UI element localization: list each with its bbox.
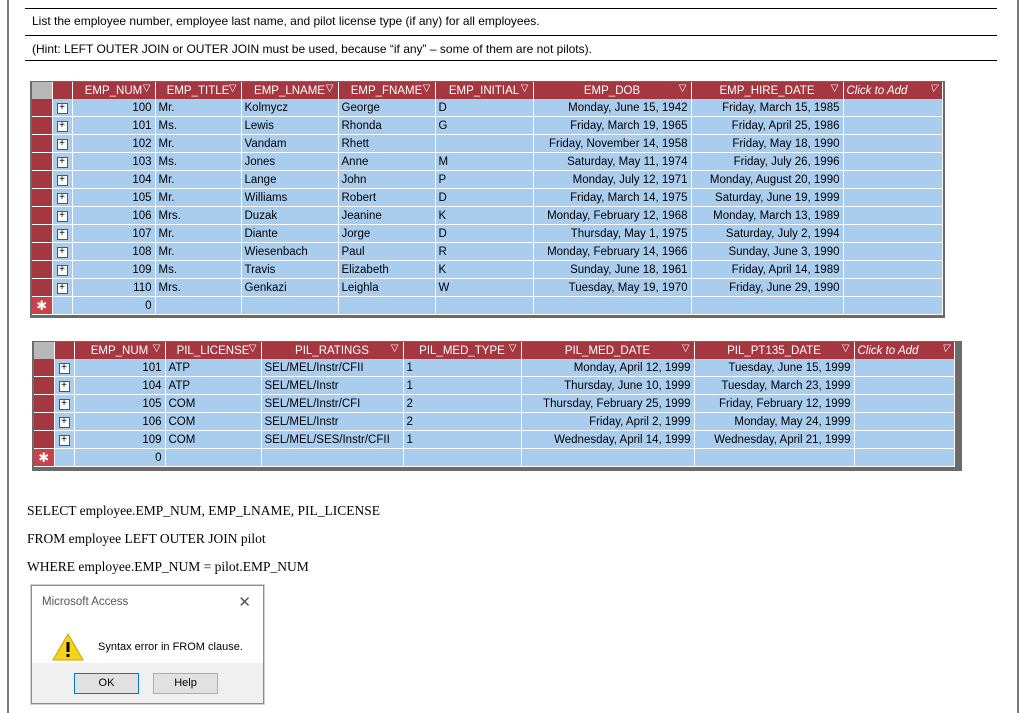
cell-empty[interactable] [165,449,261,467]
cell-emp-title[interactable]: Ms. [155,261,241,279]
table-row[interactable] [32,117,942,135]
table-row[interactable] [32,99,942,117]
cell-emp-hire-date[interactable]: Friday, March 15, 1985 [691,99,843,117]
cell-emp-lname[interactable]: Genkazi [241,279,338,297]
sql-line-where: WHERE employee.EMP_NUM = pilot.EMP_NUM [27,559,309,574]
cell-emp-lname[interactable]: Wiesenbach [241,243,338,261]
cell-click-to-add[interactable] [843,99,942,117]
dropdown-arrow-icon[interactable]: ▽ [841,343,850,354]
cell-pil-ratings[interactable]: SEL/MEL/Instr [261,377,403,395]
expand-row-icon[interactable] [52,153,72,171]
employee-datasheet [32,82,943,315]
cell-emp-title[interactable]: Mr. [155,171,241,189]
select-all-corner[interactable] [32,82,52,99]
col-header-pil-ratings[interactable]: PIL_RATINGS ▽ [261,342,403,359]
dropdown-arrow-icon[interactable]: ▽ [520,83,529,94]
cell-emp-dob[interactable]: Tuesday, May 19, 1970 [533,279,691,297]
cell-emp-fname[interactable]: Jorge [338,225,435,243]
ok-button[interactable]: OK [74,673,139,694]
cell-pil-pt135-date[interactable]: Tuesday, March 23, 1999 [694,377,854,395]
cell-emp-dob[interactable]: Monday, July 12, 1971 [533,171,691,189]
expand-row-icon[interactable] [54,413,74,431]
help-button[interactable]: Help [153,673,218,694]
cell-emp-fname[interactable]: Leighla [338,279,435,297]
plus-icon[interactable]: + [57,211,68,222]
col-header-emp-num[interactable]: EMP_NUM ▽ [74,342,165,359]
cell-emp-num[interactable]: 101 [74,359,165,377]
cell-emp-hire-date[interactable]: Friday, April 25, 1986 [691,117,843,135]
cell-empty[interactable] [854,449,954,467]
row-selector[interactable] [34,431,54,449]
plus-icon[interactable]: + [57,265,68,276]
dropdown-arrow-icon[interactable]: ▽ [152,343,161,354]
cell-emp-lname[interactable]: Lange [241,171,338,189]
close-icon[interactable]: ✕ [238,594,251,611]
new-record-asterisk-icon[interactable]: ✱ [32,297,52,315]
row-selector[interactable] [32,225,52,243]
cell-emp-initial[interactable] [435,135,533,153]
cell-emp-num[interactable]: 100 [72,99,155,117]
cell-emp-dob[interactable]: Friday, March 14, 1975 [533,189,691,207]
plus-icon[interactable]: + [59,381,70,392]
cell-emp-dob[interactable]: Saturday, May 11, 1974 [533,153,691,171]
cell-emp-num[interactable]: 109 [72,261,155,279]
plus-icon[interactable]: + [59,435,70,446]
cell-emp-num[interactable]: 105 [72,189,155,207]
cell-emp-initial[interactable]: R [435,243,533,261]
cell-click-to-add[interactable] [843,117,942,135]
rule-bottom [25,60,997,61]
cell-empty[interactable] [521,449,694,467]
cell-emp-dob[interactable]: Thursday, May 1, 1975 [533,225,691,243]
cell-emp-title[interactable]: Mr. [155,225,241,243]
cell-emp-lname[interactable]: Jones [241,153,338,171]
cell-emp-initial[interactable]: D [435,189,533,207]
cell-emp-num[interactable]: 109 [74,431,165,449]
row-selector[interactable] [34,413,54,431]
table-row[interactable] [32,207,942,225]
expand-row-icon[interactable] [54,359,74,377]
cell-empty[interactable] [338,297,435,315]
table-row[interactable] [34,359,954,377]
table-row[interactable] [32,189,942,207]
cell-emp-hire-date[interactable]: Friday, June 29, 1990 [691,279,843,297]
expand-row-icon[interactable] [54,431,74,449]
col-header-emp-hire-date[interactable]: EMP_HIRE_DATE ▽ [691,82,843,99]
dropdown-arrow-icon[interactable]: ▽ [508,343,517,354]
expand-row-icon[interactable] [52,207,72,225]
expand-header [54,342,74,359]
cell-pil-ratings[interactable]: SEL/MEL/Instr/CFI [261,395,403,413]
dropdown-arrow-icon[interactable]: ▽ [678,83,687,94]
row-selector[interactable] [32,243,52,261]
cell-pil-pt135-date[interactable]: Monday, May 24, 1999 [694,413,854,431]
plus-icon[interactable]: + [57,121,68,132]
col-header-click-to-add[interactable]: Click to Add ▽ [843,82,942,99]
dropdown-arrow-icon[interactable]: ▽ [248,343,257,354]
cell-click-to-add[interactable] [854,431,954,449]
expand-row-icon[interactable] [52,243,72,261]
expand-row-icon[interactable] [54,377,74,395]
cell-emp-hire-date[interactable]: Friday, April 14, 1989 [691,261,843,279]
cell-emp-title[interactable]: Mr. [155,99,241,117]
row-selector[interactable] [34,377,54,395]
dropdown-arrow-icon[interactable]: ▽ [929,83,938,94]
cell-empty[interactable] [533,297,691,315]
dropdown-arrow-icon[interactable]: ▽ [325,83,334,94]
cell-pil-med-date[interactable]: Thursday, February 25, 1999 [521,395,694,413]
cell-emp-num[interactable]: 101 [72,117,155,135]
table-row[interactable] [32,225,942,243]
cell-emp-initial[interactable]: K [435,207,533,225]
warning-icon [52,632,84,662]
cell-emp-num[interactable]: 104 [72,171,155,189]
cell-click-to-add[interactable] [843,189,942,207]
cell-emp-lname[interactable]: Lewis [241,117,338,135]
dialog-message: Syntax error in FROM clause. [98,641,243,653]
cell-emp-lname[interactable]: Diante [241,225,338,243]
row-selector[interactable] [32,189,52,207]
cell-click-to-add[interactable] [854,413,954,431]
dropdown-arrow-icon[interactable]: ▽ [422,83,431,94]
cell-click-to-add[interactable] [843,243,942,261]
cell-empty[interactable] [403,449,521,467]
cell-pil-med-type[interactable]: 1 [403,359,521,377]
expand-row-icon[interactable] [52,279,72,297]
expand-row-icon[interactable] [52,189,72,207]
row-selector[interactable] [32,135,52,153]
cell-emp-fname[interactable]: Jeanine [338,207,435,225]
cell-empty[interactable] [691,297,843,315]
cell-emp-num[interactable]: 105 [74,395,165,413]
cell-emp-fname[interactable]: Rhett [338,135,435,153]
plus-icon[interactable]: + [57,247,68,258]
cell-emp-hire-date[interactable]: Sunday, June 3, 1990 [691,243,843,261]
cell-emp-title[interactable]: Mr. [155,135,241,153]
cell-emp-dob[interactable]: Friday, March 19, 1965 [533,117,691,135]
cell-click-to-add[interactable] [843,171,942,189]
cell-emp-initial[interactable]: P [435,171,533,189]
expand-row-icon[interactable] [52,135,72,153]
cell-click-to-add[interactable] [843,153,942,171]
cell-empty[interactable] [435,297,533,315]
cell-emp-lname[interactable]: Travis [241,261,338,279]
cell-empty[interactable] [261,449,403,467]
plus-icon[interactable]: + [59,363,70,374]
select-all-corner[interactable] [34,342,54,359]
cell-pil-ratings[interactable]: SEL/MEL/Instr [261,413,403,431]
col-header-emp-title[interactable]: EMP_TITLE ▽ [155,82,241,99]
expand-row-icon[interactable] [52,261,72,279]
error-dialog [31,585,264,704]
cell-pil-med-date[interactable]: Friday, April 2, 1999 [521,413,694,431]
table-row[interactable] [32,261,942,279]
cell-emp-initial[interactable]: D [435,225,533,243]
cell-emp-initial[interactable]: M [435,153,533,171]
col-header-pil-license[interactable]: PIL_LICENSE ▽ [165,342,261,359]
expand-row-icon[interactable] [52,225,72,243]
row-selector[interactable] [32,279,52,297]
cell-pil-license[interactable]: COM [165,413,261,431]
cell-emp-num[interactable]: 106 [74,413,165,431]
cell-pil-med-date[interactable]: Monday, April 12, 1999 [521,359,694,377]
expand-row-icon[interactable] [54,395,74,413]
table-row[interactable] [34,377,954,395]
cell-emp-initial[interactable]: G [435,117,533,135]
cell-emp-lname[interactable]: Kolmycz [241,99,338,117]
rule-mid [25,35,997,36]
cell-pil-med-date[interactable]: Thursday, June 10, 1999 [521,377,694,395]
row-selector[interactable] [34,359,54,377]
col-header-emp-lname[interactable]: EMP_LNAME ▽ [241,82,338,99]
cell-pil-ratings[interactable]: SEL/MEL/SES/Instr/CFII [261,431,403,449]
cell-pil-pt135-date[interactable]: Friday, February 12, 1999 [694,395,854,413]
cell-emp-num[interactable]: 110 [72,279,155,297]
cell-pil-license[interactable]: ATP [165,359,261,377]
cell-emp-title[interactable]: Mr. [155,189,241,207]
dropdown-arrow-icon[interactable]: ▽ [830,83,839,94]
cell-emp-title[interactable]: Ms. [155,153,241,171]
expand-header [52,82,72,99]
col-header-click-to-add[interactable]: Click to Add ▽ [854,342,954,359]
cell-emp-initial[interactable]: W [435,279,533,297]
cell-emp-dob[interactable]: Sunday, June 18, 1961 [533,261,691,279]
cell-emp-fname[interactable]: Elizabeth [338,261,435,279]
new-record-row[interactable] [34,449,954,467]
cell-empty[interactable] [694,449,854,467]
cell-pil-med-type[interactable]: 1 [403,431,521,449]
cell-click-to-add[interactable] [843,135,942,153]
table-row[interactable] [32,243,942,261]
row-selector[interactable] [32,171,52,189]
table-row[interactable] [34,395,954,413]
cell-emp-hire-date[interactable]: Saturday, June 19, 1999 [691,189,843,207]
plus-icon[interactable]: + [59,399,70,410]
table-row[interactable] [34,431,954,449]
cell-emp-lname[interactable]: Williams [241,189,338,207]
expand-row-icon[interactable] [52,99,72,117]
row-selector[interactable] [34,395,54,413]
row-selector[interactable] [32,99,52,117]
col-header-pil-med-type[interactable]: PIL_MED_TYPE ▽ [403,342,521,359]
dropdown-arrow-icon[interactable]: ▽ [142,83,151,94]
cell-emp-title[interactable]: Mrs. [155,279,241,297]
cell-emp-fname[interactable]: Robert [338,189,435,207]
cell-emp-title[interactable]: Mr. [155,243,241,261]
cell-click-to-add[interactable] [843,225,942,243]
table-row[interactable] [32,171,942,189]
cell-emp-num[interactable]: 106 [72,207,155,225]
expand-row-icon[interactable] [52,117,72,135]
cell-empty[interactable] [241,297,338,315]
cell-emp-fname[interactable]: John [338,171,435,189]
cell-emp-lname[interactable]: Vandam [241,135,338,153]
cell-click-to-add[interactable] [854,377,954,395]
plus-icon[interactable]: + [57,193,68,204]
cell-emp-initial[interactable]: D [435,99,533,117]
plus-icon[interactable]: + [57,229,68,240]
plus-icon[interactable]: + [57,283,68,294]
dropdown-arrow-icon[interactable]: ▽ [228,83,237,94]
cell-emp-fname[interactable]: George [338,99,435,117]
plus-icon[interactable]: + [57,157,68,168]
cell-pil-med-type[interactable]: 2 [403,413,521,431]
cell-pil-pt135-date[interactable]: Tuesday, June 15, 1999 [694,359,854,377]
cell-emp-initial[interactable]: K [435,261,533,279]
cell-click-to-add[interactable] [843,207,942,225]
cell-emp-num[interactable]: 108 [72,243,155,261]
dialog-title: Microsoft Access [42,596,129,608]
cell-emp-num[interactable]: 102 [72,135,155,153]
row-selector[interactable] [32,261,52,279]
cell-emp-fname[interactable]: Anne [338,153,435,171]
table-row[interactable] [32,279,942,297]
cell-pil-license[interactable]: ATP [165,377,261,395]
row-selector[interactable] [32,153,52,171]
col-header-emp-num[interactable]: EMP_NUM ▽ [72,82,155,99]
row-selector[interactable] [32,207,52,225]
col-header-emp-fname[interactable]: EMP_FNAME ▽ [338,82,435,99]
cell-empty[interactable] [843,297,942,315]
cell-emp-num[interactable]: 0 [74,449,165,467]
cell-click-to-add[interactable] [843,279,942,297]
hint-text: (Hint: LEFT OUTER JOIN or OUTER JOIN must be used, because “if any” – some of them are not pilots). [32,42,592,56]
cell-emp-dob[interactable]: Monday, June 15, 1942 [533,99,691,117]
table-row[interactable] [32,135,942,153]
plus-icon[interactable]: + [57,175,68,186]
cell-emp-hire-date[interactable]: Monday, March 13, 1989 [691,207,843,225]
rule-top [25,8,997,9]
cell-emp-hire-date[interactable]: Friday, July 26, 1996 [691,153,843,171]
cell-pil-med-type[interactable]: 2 [403,395,521,413]
cell-pil-license[interactable]: COM [165,431,261,449]
cell-emp-hire-date[interactable]: Friday, May 18, 1990 [691,135,843,153]
cell-pil-pt135-date[interactable]: Wednesday, April 21, 1999 [694,431,854,449]
cell-emp-fname[interactable]: Rhonda [338,117,435,135]
col-header-pil-med-date[interactable]: PIL_MED_DATE ▽ [521,342,694,359]
pilot-datasheet [34,342,955,467]
cell-emp-dob[interactable]: Monday, February 12, 1968 [533,207,691,225]
pilot-header-row [34,342,954,359]
row-selector[interactable] [32,117,52,135]
cell-pil-license[interactable]: COM [165,395,261,413]
cell-click-to-add[interactable] [854,359,954,377]
cell-click-to-add[interactable] [843,261,942,279]
cell-pil-med-type[interactable]: 1 [403,377,521,395]
dropdown-arrow-icon[interactable]: ▽ [941,343,950,354]
employee-header-row [32,82,942,99]
dropdown-arrow-icon[interactable]: ▽ [390,343,399,354]
question-text: List the employee number, employee last name, and pilot license type (if any) for all employees. [32,14,540,28]
cell-emp-num[interactable]: 103 [72,153,155,171]
cell-emp-num[interactable]: 0 [72,297,155,315]
cell-empty[interactable] [52,297,72,315]
col-header-pil-pt135-date[interactable]: PIL_PT135_DATE ▽ [694,342,854,359]
dialog-button-bar [32,663,263,703]
cell-empty[interactable] [155,297,241,315]
expand-row-icon[interactable] [52,171,72,189]
col-header-emp-dob[interactable]: EMP_DOB ▽ [533,82,691,99]
cell-emp-num[interactable]: 104 [74,377,165,395]
cell-emp-dob[interactable]: Friday, November 14, 1958 [533,135,691,153]
new-record-asterisk-icon[interactable]: ✱ [34,449,54,467]
cell-emp-hire-date[interactable]: Saturday, July 2, 1994 [691,225,843,243]
table-row[interactable] [32,153,942,171]
col-header-emp-initial[interactable]: EMP_INITIAL ▽ [435,82,533,99]
cell-empty[interactable] [54,449,74,467]
plus-icon[interactable]: + [57,103,68,114]
dropdown-arrow-icon[interactable]: ▽ [681,343,690,354]
sql-line-select: SELECT employee.EMP_NUM, EMP_LNAME, PIL_LICENSE [27,503,380,518]
cell-pil-ratings[interactable]: SEL/MEL/Instr/CFII [261,359,403,377]
plus-icon[interactable]: + [59,417,70,428]
plus-icon[interactable]: + [57,139,68,150]
cell-emp-title[interactable]: Ms. [155,117,241,135]
cell-pil-med-date[interactable]: Wednesday, April 14, 1999 [521,431,694,449]
cell-emp-hire-date[interactable]: Monday, August 20, 1990 [691,171,843,189]
cell-emp-num[interactable]: 107 [72,225,155,243]
sql-line-from: FROM employee LEFT OUTER JOIN pilot [27,531,266,546]
cell-emp-dob[interactable]: Monday, February 14, 1966 [533,243,691,261]
cell-click-to-add[interactable] [854,395,954,413]
cell-emp-lname[interactable]: Duzak [241,207,338,225]
table-row[interactable] [34,413,954,431]
cell-emp-title[interactable]: Mrs. [155,207,241,225]
cell-emp-fname[interactable]: Paul [338,243,435,261]
new-record-row[interactable] [32,297,942,315]
